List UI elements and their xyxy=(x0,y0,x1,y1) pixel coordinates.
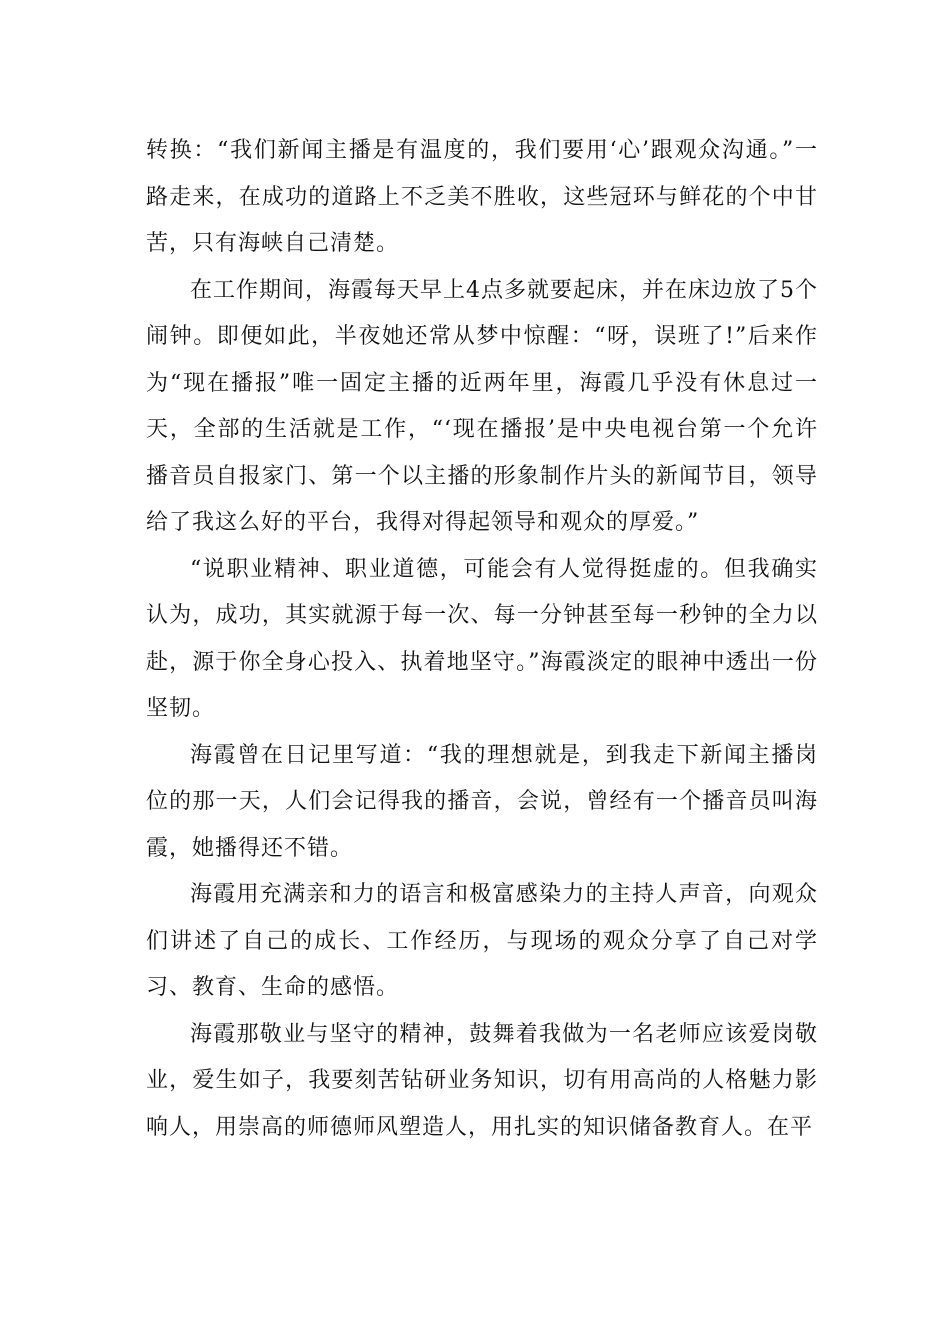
paragraph-5: 海霞用充满亲和力的语言和极富感染力的主持人声音，向观众们讲述了自己的成长、工作经历，与现场的观众分享了自己对学习、教育、生命的感悟。 xyxy=(146,882,818,1000)
paragraph-6: 海霞那敬业与坚守的精神，鼓舞着我做为一名老师应该爱岗敬业，爱生如子，我要刻苦钻研业务知识，切有用高尚的人格魅力影响人，用崇高的师德师风塑造人，用扎实的知识储备教育人。在平 xyxy=(146,1021,818,1140)
paragraph-1: 转换：“我们新闻主播是有温度的，我们要用‘心’跟观众沟通。”一路走来，在成功的道路上不乏美不胜收，这些冠环与鲜花的个中甘苦，只有海峡自己清楚。 xyxy=(146,138,818,256)
paragraph-4: 海霞曾在日记里写道：“我的理想就是，到我走下新闻主播岗位的那一天，人们会记得我的播音，会说，曾经有一个播音员叫海霞，她播得还不错。 xyxy=(146,742,818,861)
paragraph-2: 在工作期间，海霞每天早上4点多就要起床，并在床边放了5个闹钟。即便如此，半夜她还常从梦中惊醒：“呀，误班了!”后来作为“现在播报”唯一固定主播的近两年里，海霞几乎没有休息过一天，全部的生活就是工作，“‘现在播报’是中央电视台第一个允许播音员自报家门、第一个以主播的形象制作片头的新闻节目，领导给了我这么好的平台，我得对得起领导和观众的厚爱。” xyxy=(146,277,818,535)
paragraph-3: “说职业精神、职业道德，可能会有人觉得挺虚的。但我确实认为，成功，其实就源于每一次、每一分钟甚至每一秒钟的全力以赴，源于你全身心投入、执着地坚守。”海霞淡定的眼神中透出一份坚韧。 xyxy=(146,556,818,721)
document-body xyxy=(146,128,818,1151)
